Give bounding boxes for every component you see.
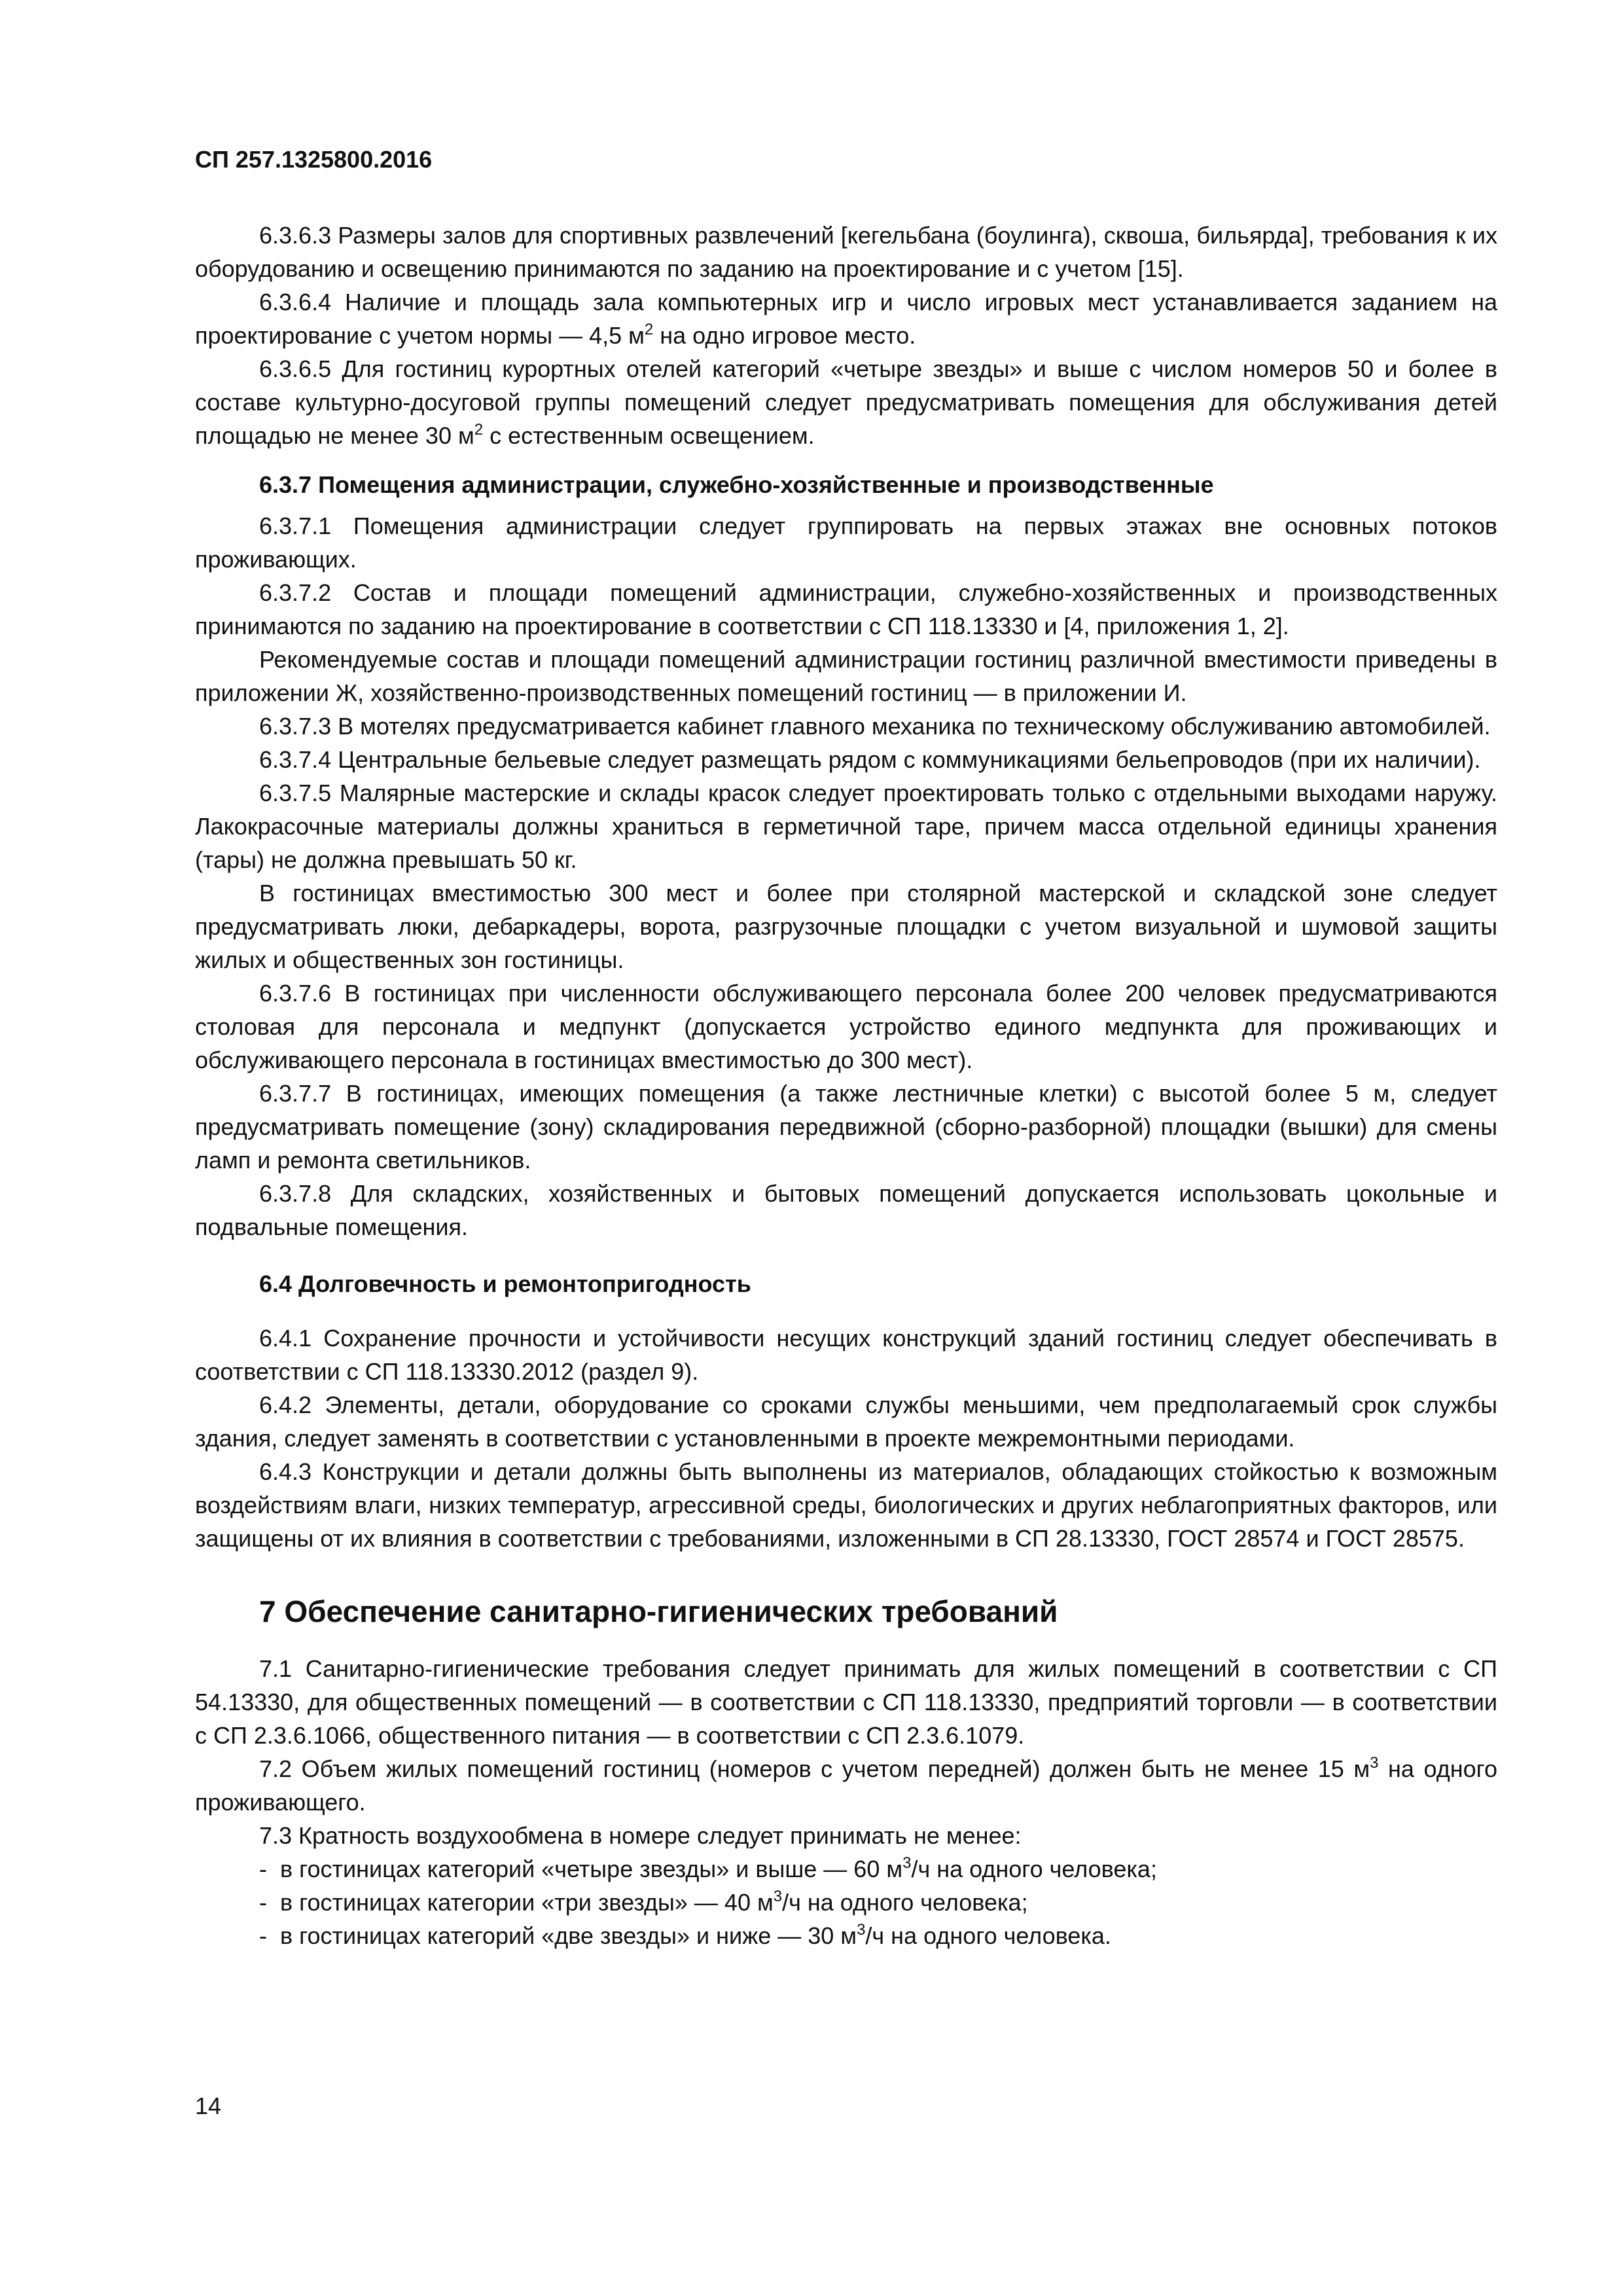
list-text: /ч на одного человека; — [911, 1856, 1157, 1882]
superscript: 3 — [857, 1921, 866, 1939]
paragraph-6-4-3: 6.4.3 Конструкции и детали должны быть выполнены из материалов, обладающих стойкостью к возможным воздействиям влаги, низких температур, агрессивной среды, биологических и других неблагоприятных факторов, или защищены от их влияния в соответствии с требованиями, изложенными в СП 28.13330, ГОСТ 28574 и ГОСТ 28575. — [195, 1458, 1497, 1552]
list-text: /ч на одного человека. — [865, 1922, 1111, 1949]
paragraph-6-3-7-3: 6.3.7.3 В мотелях предусматривается кабинет главного механика по техническому обслуживанию автомобилей. — [259, 713, 1491, 740]
heading-6-3-7: 6.3.7 Помещения администрации, служебно-хозяйственные и производственные — [259, 471, 1214, 498]
paragraph-7-1: 7.1 Санитарно-гигиенические требования следует принимать для жилых помещений в соответствии с СП 54.13330, для общественных помещений — в соответствии с СП 118.13330, предприятий торговли — в соответствии с СП 2.3.6.1066, общественного питания — в соответствии с СП 2.3.6.1079. — [195, 1655, 1497, 1749]
list-text: /ч на одного человека; — [782, 1889, 1028, 1916]
list-item — [195, 1919, 1497, 1952]
paragraph-text: на одного проживающего. — [195, 1755, 1498, 1816]
list-item — [195, 1852, 1497, 1886]
air-exchange-list — [195, 1852, 1497, 1952]
paragraph-6-3-7-5-continued: В гостиницах вместимостью 300 мест и более при столярной мастерской и складской зоне следует предусматривать люки, дебаркадеры, ворота, разгрузочные площадки с учетом визуальной и шумовой защиты жилых и общественных зон гостиницы. — [195, 880, 1497, 973]
list-text: в гостиницах категорий «две звезды» и ниже — 30 м — [280, 1922, 857, 1949]
paragraph-text: 6.3.6.4 Наличие и площадь зала компьютерных игр и число игровых мест устанавливается заданием на проектирование с учетом нормы — 4,5 м — [195, 289, 1497, 349]
paragraph-6-3-7-8: 6.3.7.8 Для складских, хозяйственных и бытовых помещений допускается использовать цокольные и подвальные помещения. — [195, 1180, 1497, 1240]
paragraph-7-2 — [195, 1752, 1497, 1819]
list-dash: - — [259, 1856, 267, 1882]
paragraph-7-3: 7.3 Кратность воздухообмена в номере следует принимать не менее: — [259, 1822, 1022, 1849]
superscript: 2 — [474, 421, 484, 439]
list-text: в гостиницах категории «три звезды» — 40 м — [280, 1889, 774, 1916]
paragraph-text: 6.3.6.5 Для гостиниц курортных отелей категорий «четыре звезды» и выше с числом номеров 50 и более в составе культурно-досуговой группы помещений следует предусматривать помещения для обслуживания детей площадью не менее 30 м — [195, 355, 1497, 449]
heading-section-7: 7 Обеспечение санитарно-гигиенических требований — [259, 1594, 1058, 1628]
paragraph-text: с естественным освещением. — [483, 422, 815, 449]
superscript: 3 — [1370, 1754, 1379, 1772]
paragraph-6-3-7-2: 6.3.7.2 Состав и площади помещений администрации, служебно-хозяйственных и производственных принимаются по заданию на проектирование в соответствии с СП 118.13330 и [4, приложения 1, 2]. — [195, 579, 1497, 639]
superscript: 2 — [644, 321, 654, 338]
paragraph-6-3-7-2-recommended: Рекомендуемые состав и площади помещений администрации гостиниц различной вместимости приведены в приложении Ж, хозяйственно-производственных помещений гостиниц — в приложении И. — [195, 646, 1497, 706]
document-header: СП 257.1325800.2016 — [195, 146, 433, 173]
paragraph-6-3-7-5: 6.3.7.5 Малярные мастерские и склады красок следует проектировать только с отдельными выходами наружу. Лакокрасочные материалы должны храниться в герметичной таре, причем масса отдельной единицы хранения (тары) не должна превышать 50 кг. — [195, 780, 1497, 873]
superscript: 3 — [902, 1854, 912, 1872]
paragraph-6-3-7-7: 6.3.7.7 В гостиницах, имеющих помещения (а также лестничные клетки) с высотой более 5 м, следует предусматривать помещение (зону) складирования передвижной (сборно-разборной) площадки (вышки) для смены ламп и ремонта светильников. — [195, 1080, 1497, 1174]
document-page — [195, 145, 1497, 1952]
superscript: 3 — [773, 1888, 783, 1905]
paragraph-6-3-6-5 — [195, 352, 1497, 452]
page-number: 14 — [195, 2092, 222, 2119]
paragraph-6-4-2: 6.4.2 Элементы, детали, оборудование со сроками службы меньшими, чем предполагаемый срок службы здания, следует заменять в соответствии с установленными в проекте межремонтными периодами. — [195, 1391, 1497, 1452]
paragraph-6-3-7-6: 6.3.7.6 В гостиницах при численности обслуживающего персонала более 200 человек предусматриваются столовая для персонала и медпункт (допускается устройство единого медпункта для проживающих и обслуживающего персонала в гостиницах вместимостью до 300 мест). — [195, 980, 1497, 1073]
paragraph-6-3-7-1: 6.3.7.1 Помещения администрации следует группировать на первых этажах вне основных потоков проживающих. — [195, 512, 1497, 573]
paragraph-6-3-7-4: 6.3.7.4 Центральные бельевые следует размещать рядом с коммуникациями бельепроводов (при их наличии). — [259, 746, 1481, 773]
list-text: в гостиницах категорий «четыре звезды» и выше — 60 м — [280, 1856, 903, 1882]
heading-6-4: 6.4 Долговечность и ремонтопригодность — [259, 1270, 751, 1297]
paragraph-6-4-1: 6.4.1 Сохранение прочности и устойчивости несущих конструкций зданий гостиниц следует обеспечивать в соответствии с СП 118.13330.2012 (раздел 9). — [195, 1325, 1497, 1385]
list-dash: - — [259, 1889, 267, 1916]
paragraph-text: 7.2 Объем жилых помещений гостиниц (номеров с учетом передней) должен быть не менее 15 м — [259, 1755, 1370, 1782]
paragraph-text: на одно игровое место. — [653, 322, 916, 349]
list-item — [195, 1886, 1497, 1919]
list-dash: - — [259, 1922, 267, 1949]
paragraph-6-3-6-4 — [195, 285, 1497, 352]
paragraph-6-3-6-3: 6.3.6.3 Размеры залов для спортивных развлечений [кегельбана (боулинга), сквоша, бильярда], требования к их оборудованию и освещению принимаются по заданию на проектирование и с учетом [15]. — [195, 222, 1497, 282]
